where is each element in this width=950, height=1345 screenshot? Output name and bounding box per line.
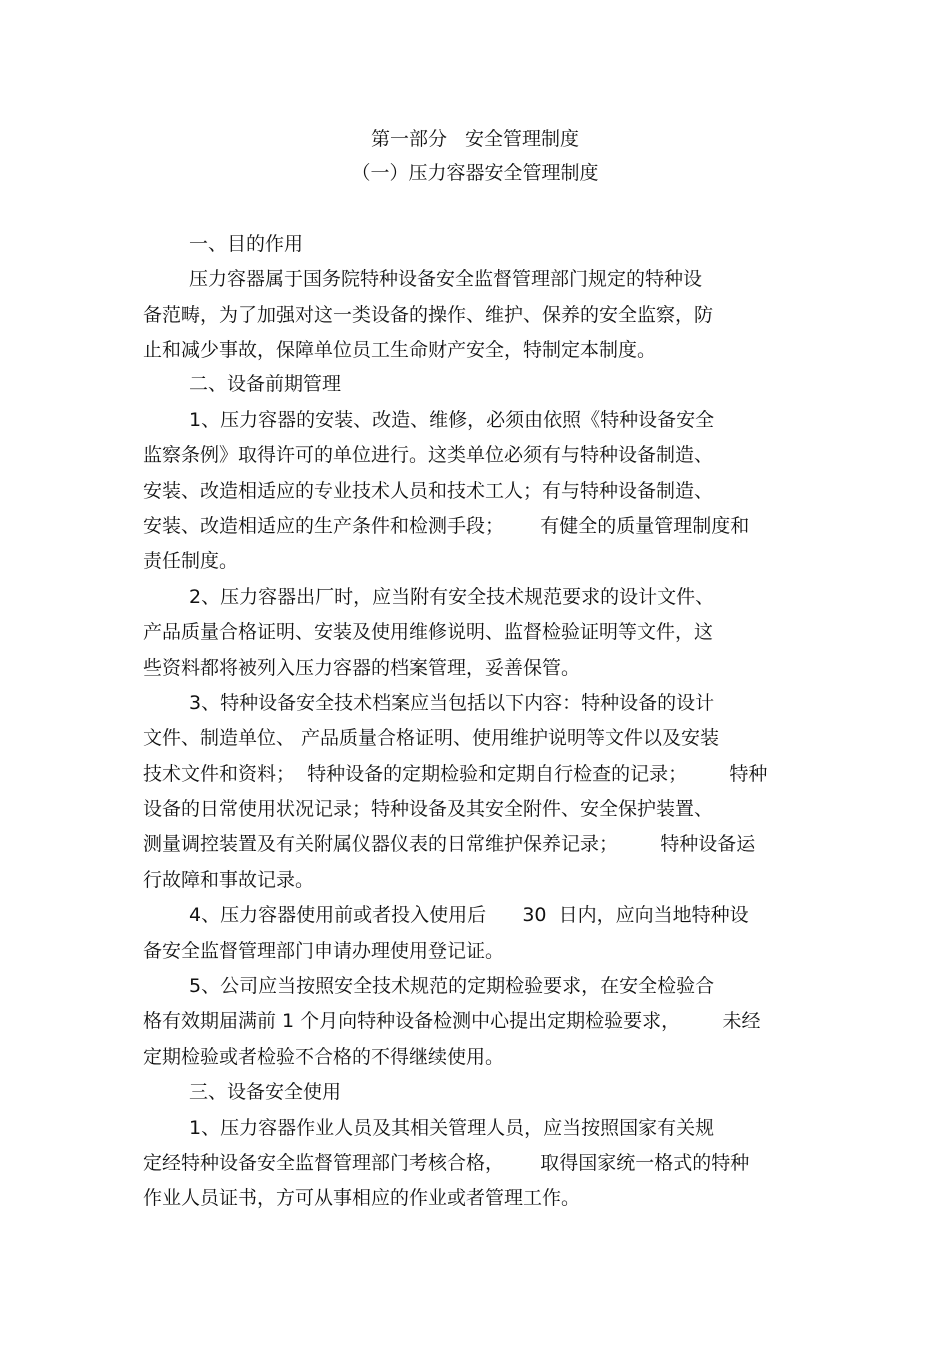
paragraph-line: 5、公司应当按照安全技术规范的定期检验要求，在安全检验合 [189,975,715,997]
paragraph-line: 压力容器属于国务院特种设备安全监督管理部门规定的特种设 [189,268,703,290]
paragraph-line: 备安全监督管理部门申请办理使用登记证。 [143,940,505,962]
paragraph-line: 作业人员证书，方可从事相应的作业或者管理工作。 [143,1187,581,1209]
paragraph-line: 安装、改造相适应的生产条件和检测手段； 有健全的质量管理制度和 [143,515,750,537]
paragraph-line: 止和减少事故，保障单位员工生命财产安全，特制定本制度。 [143,339,657,361]
paragraph-line: 定期检验或者检验不合格的不得继续使用。 [143,1046,505,1068]
document-title: 第一部分 安全管理制度 [370,128,580,150]
paragraph-line: 1、压力容器作业人员及其相关管理人员，应当按照国家有关规 [189,1117,715,1139]
paragraph-line: 1、压力容器的安装、改造、维修，必须由依照《特种设备安全 [189,409,715,431]
paragraph-line: 监察条例》取得许可的单位进行。这类单位必须有与特种设备制造、 [143,444,714,466]
paragraph-line: 产品质量合格证明、安装及使用维修说明、监督检验证明等文件，这 [143,621,714,643]
section-heading: 一、目的作用 [189,233,304,255]
paragraph-line: 定经特种设备安全监督管理部门考核合格， 取得国家统一格式的特种 [143,1152,750,1174]
paragraph-line: 行故障和事故记录。 [143,869,315,891]
document-subtitle: （一）压力容器安全管理制度 [351,162,599,184]
paragraph-line: 文件、制造单位、 产品质量合格证明、使用维护说明等文件以及安装 [143,727,720,749]
paragraph-line: 格有效期届满前 1 个月向特种设备检测中心提出定期检验要求， 未经 [143,1010,761,1032]
paragraph-line: 4、压力容器使用前或者投入使用后 30 日内，应向当地特种设 [189,904,749,926]
paragraph-line: 技术文件和资料； 特种设备的定期检验和定期自行检查的记录； 特种 [143,763,768,785]
paragraph-line: 3、特种设备安全技术档案应当包括以下内容：特种设备的设计 [189,692,715,714]
paragraph-line: 备范畴，为了加强对这一类设备的操作、维护、保养的安全监察，防 [143,304,714,326]
paragraph-line: 安装、改造相适应的专业技术人员和技术工人；有与特种设备制造、 [143,480,714,502]
paragraph-line: 2、压力容器出厂时，应当附有安全技术规范要求的设计文件、 [189,586,715,608]
paragraph-line: 测量调控装置及有关附属仪器仪表的日常维护保养记录； 特种设备运 [143,833,756,855]
section-heading: 二、设备前期管理 [189,373,342,395]
paragraph-line: 些资料都将被列入压力容器的档案管理，妥善保管。 [143,657,581,679]
section-heading: 三、设备安全使用 [189,1081,342,1103]
paragraph-line: 设备的日常使用状况记录；特种设备及其安全附件、安全保护装置、 [143,798,714,820]
paragraph-line: 责任制度。 [143,550,239,572]
